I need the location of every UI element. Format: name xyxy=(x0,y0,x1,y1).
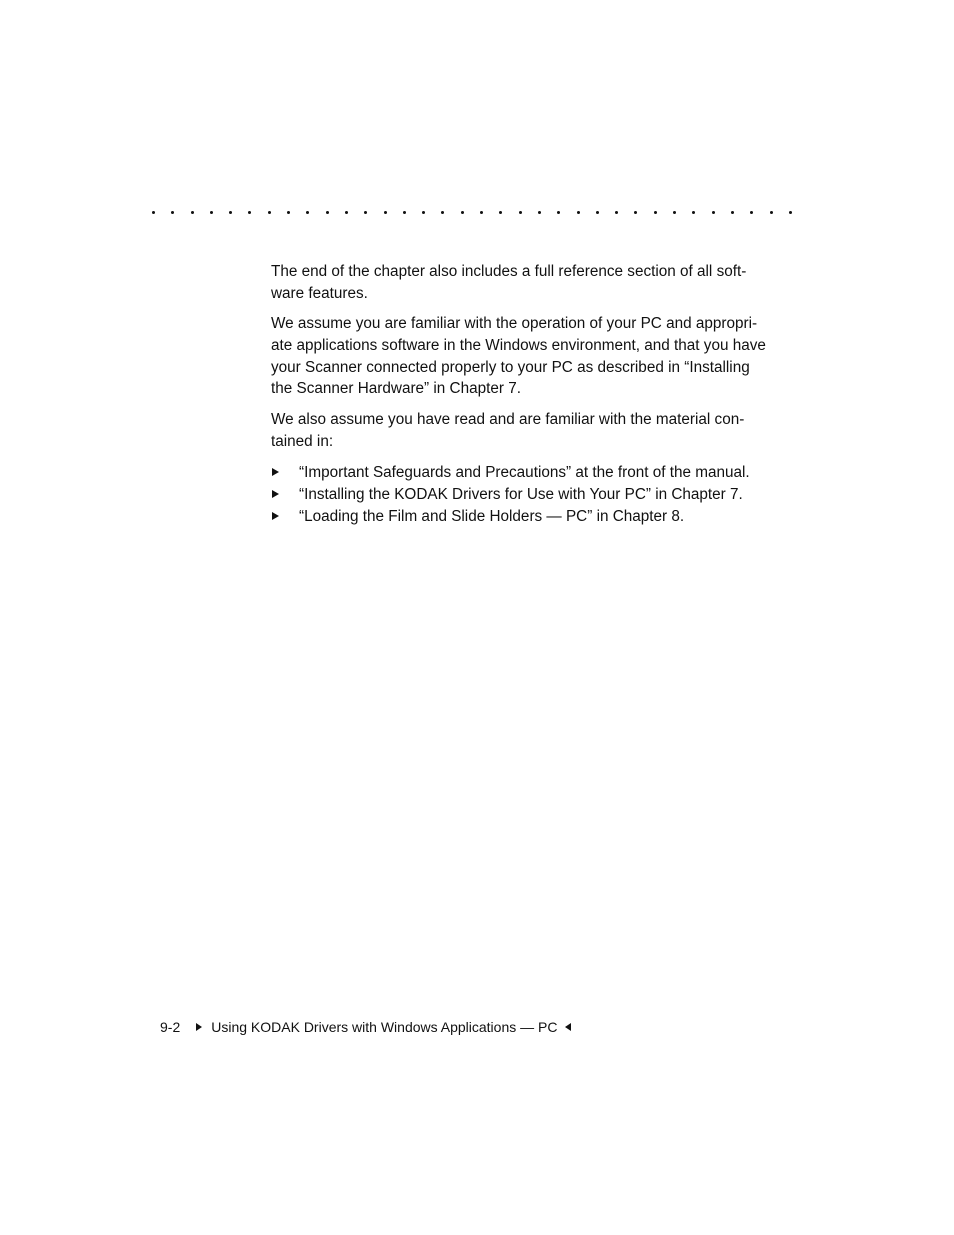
paragraph-1-line-2: ware features. xyxy=(271,284,368,302)
paragraph-3 xyxy=(271,409,796,453)
list-item xyxy=(271,484,796,506)
dotted-rule xyxy=(152,205,792,219)
page-footer xyxy=(160,1017,571,1037)
list-item-text: “Loading the Film and Slide Holders — PC” in Chapter 8. xyxy=(299,507,685,525)
paragraph-2-line-3: your Scanner connected properly to your PC as described in “Installing xyxy=(271,358,750,376)
list-item-text: “Important Safeguards and Precautions” at the front of the manual. xyxy=(299,464,750,482)
paragraph-1 xyxy=(271,261,796,305)
paragraph-2-line-4: the Scanner Hardware” in Chapter 7. xyxy=(271,380,521,398)
paragraph-2-line-1: We assume you are familiar with the operation of your PC and appropri- xyxy=(271,315,758,333)
triangle-right-icon xyxy=(196,1023,202,1031)
list-item xyxy=(271,506,796,528)
footer-title: Using KODAK Drivers with Windows Applications — PC xyxy=(211,1019,558,1035)
paragraph-1-line-1: The end of the chapter also includes a full reference section of all soft- xyxy=(271,263,747,280)
list-item xyxy=(271,462,796,484)
triangle-bullet-icon xyxy=(272,490,279,498)
paragraph-3-line-1: We also assume you have read and are familiar with the material con- xyxy=(271,410,745,428)
paragraph-2 xyxy=(271,313,796,400)
page-number: 9-2 xyxy=(160,1019,181,1035)
triangle-bullet-icon xyxy=(272,468,279,476)
triangle-bullet-icon xyxy=(272,512,279,520)
bullet-list xyxy=(271,462,796,527)
list-item-text: “Installing the KODAK Drivers for Use with Your PC” in Chapter 7. xyxy=(299,486,743,504)
body-text xyxy=(271,261,796,528)
paragraph-3-line-2: tained in: xyxy=(271,432,334,450)
paragraph-2-line-2: ate applications software in the Windows environment, and that you have xyxy=(271,336,766,354)
triangle-left-icon xyxy=(565,1023,571,1031)
